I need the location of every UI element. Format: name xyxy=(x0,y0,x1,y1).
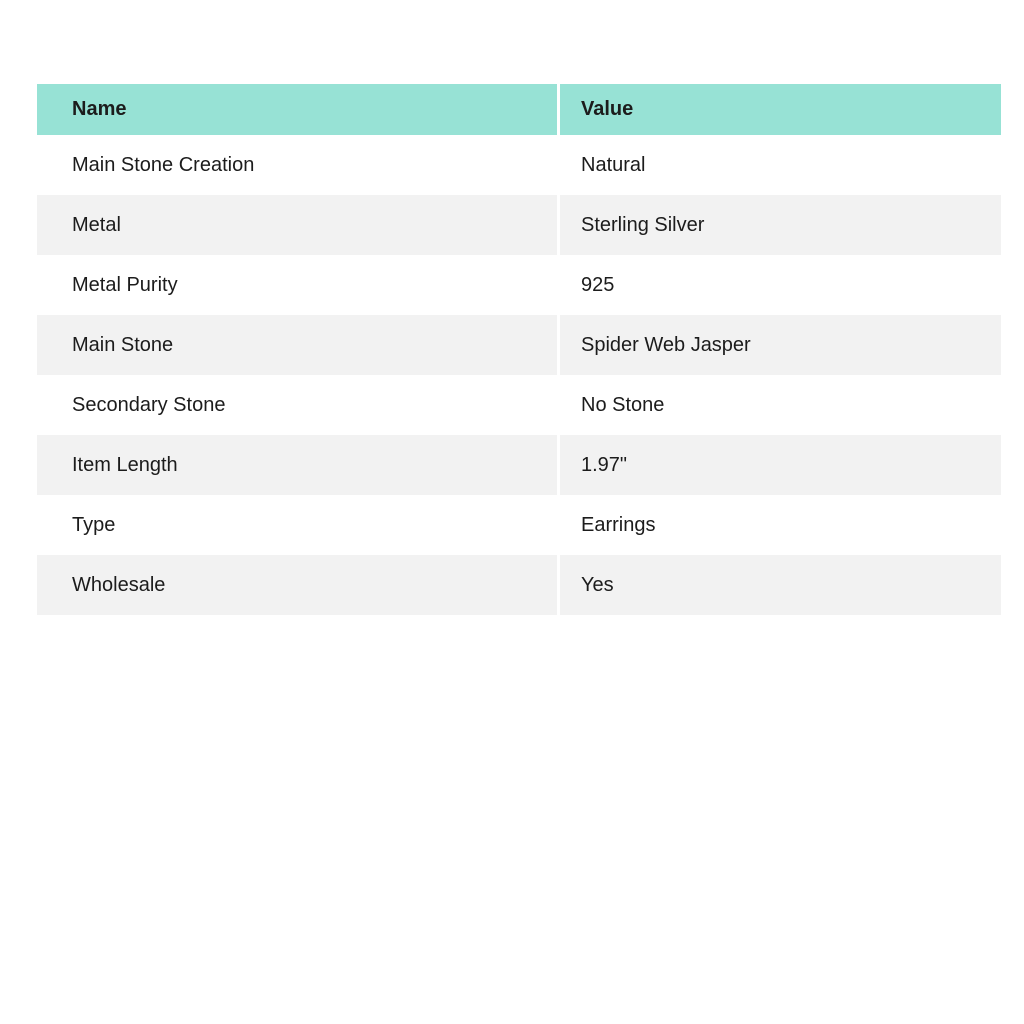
table-row xyxy=(37,255,1001,315)
table-header xyxy=(37,84,1001,135)
row-value-cell: Natural xyxy=(559,135,1002,195)
row-name-cell: Secondary Stone xyxy=(37,375,559,435)
row-value-cell: Sterling Silver xyxy=(559,195,1002,255)
header-cell-name: Name xyxy=(37,84,559,135)
row-value-cell: Yes xyxy=(559,555,1002,615)
table-row xyxy=(37,195,1001,255)
row-name-cell: Item Length xyxy=(37,435,559,495)
table-row xyxy=(37,495,1001,555)
row-name-cell: Metal xyxy=(37,195,559,255)
row-name-cell: Metal Purity xyxy=(37,255,559,315)
row-name-cell: Wholesale xyxy=(37,555,559,615)
table-row xyxy=(37,435,1001,495)
table-row xyxy=(37,135,1001,195)
row-value-cell: Spider Web Jasper xyxy=(559,315,1002,375)
table-row xyxy=(37,315,1001,375)
row-name-cell: Main Stone xyxy=(37,315,559,375)
header-cell-value: Value xyxy=(559,84,1002,135)
table-body xyxy=(37,135,1001,615)
row-value-cell: 925 xyxy=(559,255,1002,315)
row-name-cell: Main Stone Creation xyxy=(37,135,559,195)
row-value-cell: Earrings xyxy=(559,495,1002,555)
product-attributes-section xyxy=(37,84,1001,615)
header-row xyxy=(37,84,1001,135)
row-value-cell: 1.97" xyxy=(559,435,1002,495)
table-row xyxy=(37,555,1001,615)
attributes-table xyxy=(37,84,1001,615)
table-row xyxy=(37,375,1001,435)
row-value-cell: No Stone xyxy=(559,375,1002,435)
row-name-cell: Type xyxy=(37,495,559,555)
